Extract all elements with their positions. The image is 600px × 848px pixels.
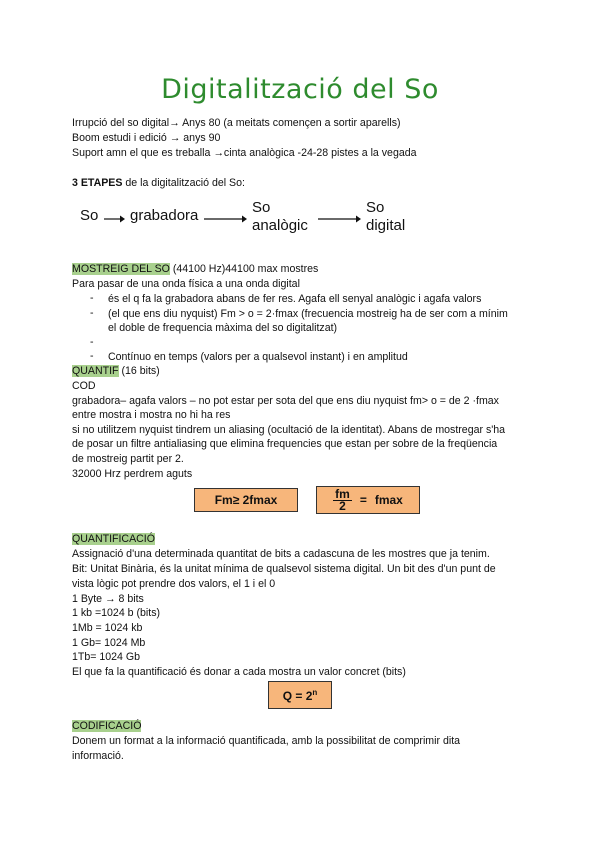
stages-rest: de la digitalització del So: bbox=[122, 177, 245, 189]
stages-heading bbox=[72, 176, 245, 190]
codificacio-heading bbox=[72, 719, 141, 733]
quantificacio-line: vista lògic pot prendre dos valors, el 1 i el 0 bbox=[72, 578, 276, 590]
bullet-mark: - bbox=[90, 307, 94, 319]
quantificacio-line: Bit: Unitat Binària, és la unitat mínima de qualsevol sistema digital. Un bit des d'un punt de bbox=[72, 563, 496, 575]
formula-numerator: fm bbox=[335, 486, 350, 501]
quantificacio-line: El que fa la quantificació és donar a cada mostra un valor concret (bits) bbox=[72, 666, 406, 678]
mostreig-heading bbox=[72, 262, 318, 276]
formula-fmax-box bbox=[316, 486, 420, 514]
quantif-heading-rest: (16 bits) bbox=[118, 365, 160, 377]
flow-so: So bbox=[80, 207, 99, 224]
flow-arrow-2 bbox=[204, 214, 248, 224]
bullet-mark: - bbox=[90, 292, 94, 304]
formula-denominator: 2 bbox=[339, 498, 346, 513]
flow-digital: digital bbox=[366, 217, 406, 234]
quantif-line: si no utilitzem nyquist tindrem un aliasing (ocultació de la identitat). Abans de mostregar s'ha bbox=[72, 424, 506, 436]
intro-line: Irrupció del so digital→ Anys 80 (a meitats començen a sortir aparells) bbox=[72, 117, 401, 129]
formula-q bbox=[283, 688, 318, 703]
stages-bold: 3 ETAPES bbox=[72, 177, 123, 189]
mostreig-bullet-cont: el doble de frequencia màxima del so digitalitzat) bbox=[108, 322, 338, 334]
codificacio-line: Donem un format a la informació quantificada, amb la possibilitat de comprimir dita bbox=[72, 735, 461, 747]
quantif-line: entre mostra i mostra no hi ha res bbox=[72, 409, 231, 421]
mostreig-bullet: Contínuo en temps (valors per a qualsevol instant) i en amplitud bbox=[108, 351, 408, 363]
mostreig-line: Para pasar de una onda física a una onda digital bbox=[72, 278, 300, 290]
mostreig-bullet: (el que ens diu nyquist) Fm > o = 2·fmax (frecuencia mostreig ha de ser com a mínim bbox=[108, 308, 508, 320]
flow-arrow-3 bbox=[318, 214, 362, 224]
formula-q-base: Q = 2 bbox=[282, 688, 313, 703]
flow-grabadora: grabadora bbox=[130, 207, 199, 224]
formula-equals: = bbox=[359, 493, 367, 507]
quantificacio-line: 1Mb = 1024 kb bbox=[72, 622, 143, 634]
quantif-line: 32000 Hrz perdrem aguts bbox=[72, 468, 193, 480]
quantif-line: COD bbox=[72, 380, 96, 392]
flow-arrow-1 bbox=[104, 214, 126, 224]
quantificacio-heading-highlight: QUANTIFICACIÓ bbox=[72, 533, 155, 545]
codificacio-line: informació. bbox=[72, 750, 124, 762]
formula-q-box bbox=[268, 681, 332, 709]
quantificacio-line: Assignació d'una determinada quantitat de bits a cadascuna de les mostres que ja tenim. bbox=[72, 548, 490, 560]
quantificacio-heading bbox=[72, 532, 155, 546]
bullet-mark: - bbox=[90, 350, 94, 362]
intro-line: Suport amn el que es treballa →cinta analògica -24-28 pistes a la vegada bbox=[72, 147, 417, 159]
mostreig-heading-highlight: MOSTREIG DEL SO bbox=[72, 263, 170, 275]
mostreig-heading-rest: (44100 Hz)44100 max mostres bbox=[169, 263, 319, 275]
formula-nyquist: Fm≥ 2fmax bbox=[214, 493, 278, 507]
quantificacio-line: 1 Gb= 1024 Mb bbox=[72, 637, 146, 649]
flow-so-2: So bbox=[252, 199, 271, 216]
bullet-mark: - bbox=[90, 336, 94, 348]
mostreig-bullet: és el q fa la grabadora abans de fer res. Agafa ell senyal analògic i agafa valors bbox=[108, 293, 482, 305]
quantif-line: de posar un filtre antialiasing que elimina frequencies que estan per sobre de la freqüencia bbox=[72, 438, 498, 450]
quantif-line: grabadora– agafa valors – no pot estar per sota del que ens diu nyquist fm> o = de 2 ·fmax bbox=[72, 395, 499, 407]
flow-analogic: analògic bbox=[252, 217, 308, 234]
quantificacio-line: 1 Byte → 8 bits bbox=[72, 593, 144, 605]
formula-q-exponent: n bbox=[312, 687, 318, 697]
page-title: Digitalització del So bbox=[161, 74, 439, 105]
quantif-heading bbox=[72, 364, 160, 378]
formula-nyquist-box bbox=[194, 488, 298, 512]
quantificacio-line: 1 kb =1024 b (bits) bbox=[72, 607, 161, 619]
flow-so-3: So bbox=[366, 199, 385, 216]
codificacio-heading-highlight: CODIFICACIÓ bbox=[72, 720, 142, 732]
quantif-line: de mostreig partit per 2. bbox=[72, 453, 184, 465]
formula-fraction bbox=[333, 486, 352, 513]
formula-fmax: fmax bbox=[374, 493, 403, 507]
intro-line: Boom estudi i edició → anys 90 bbox=[72, 132, 221, 144]
quantif-heading-highlight: QUANTIF bbox=[72, 365, 119, 377]
quantificacio-line: 1Tb= 1024 Gb bbox=[72, 651, 141, 663]
